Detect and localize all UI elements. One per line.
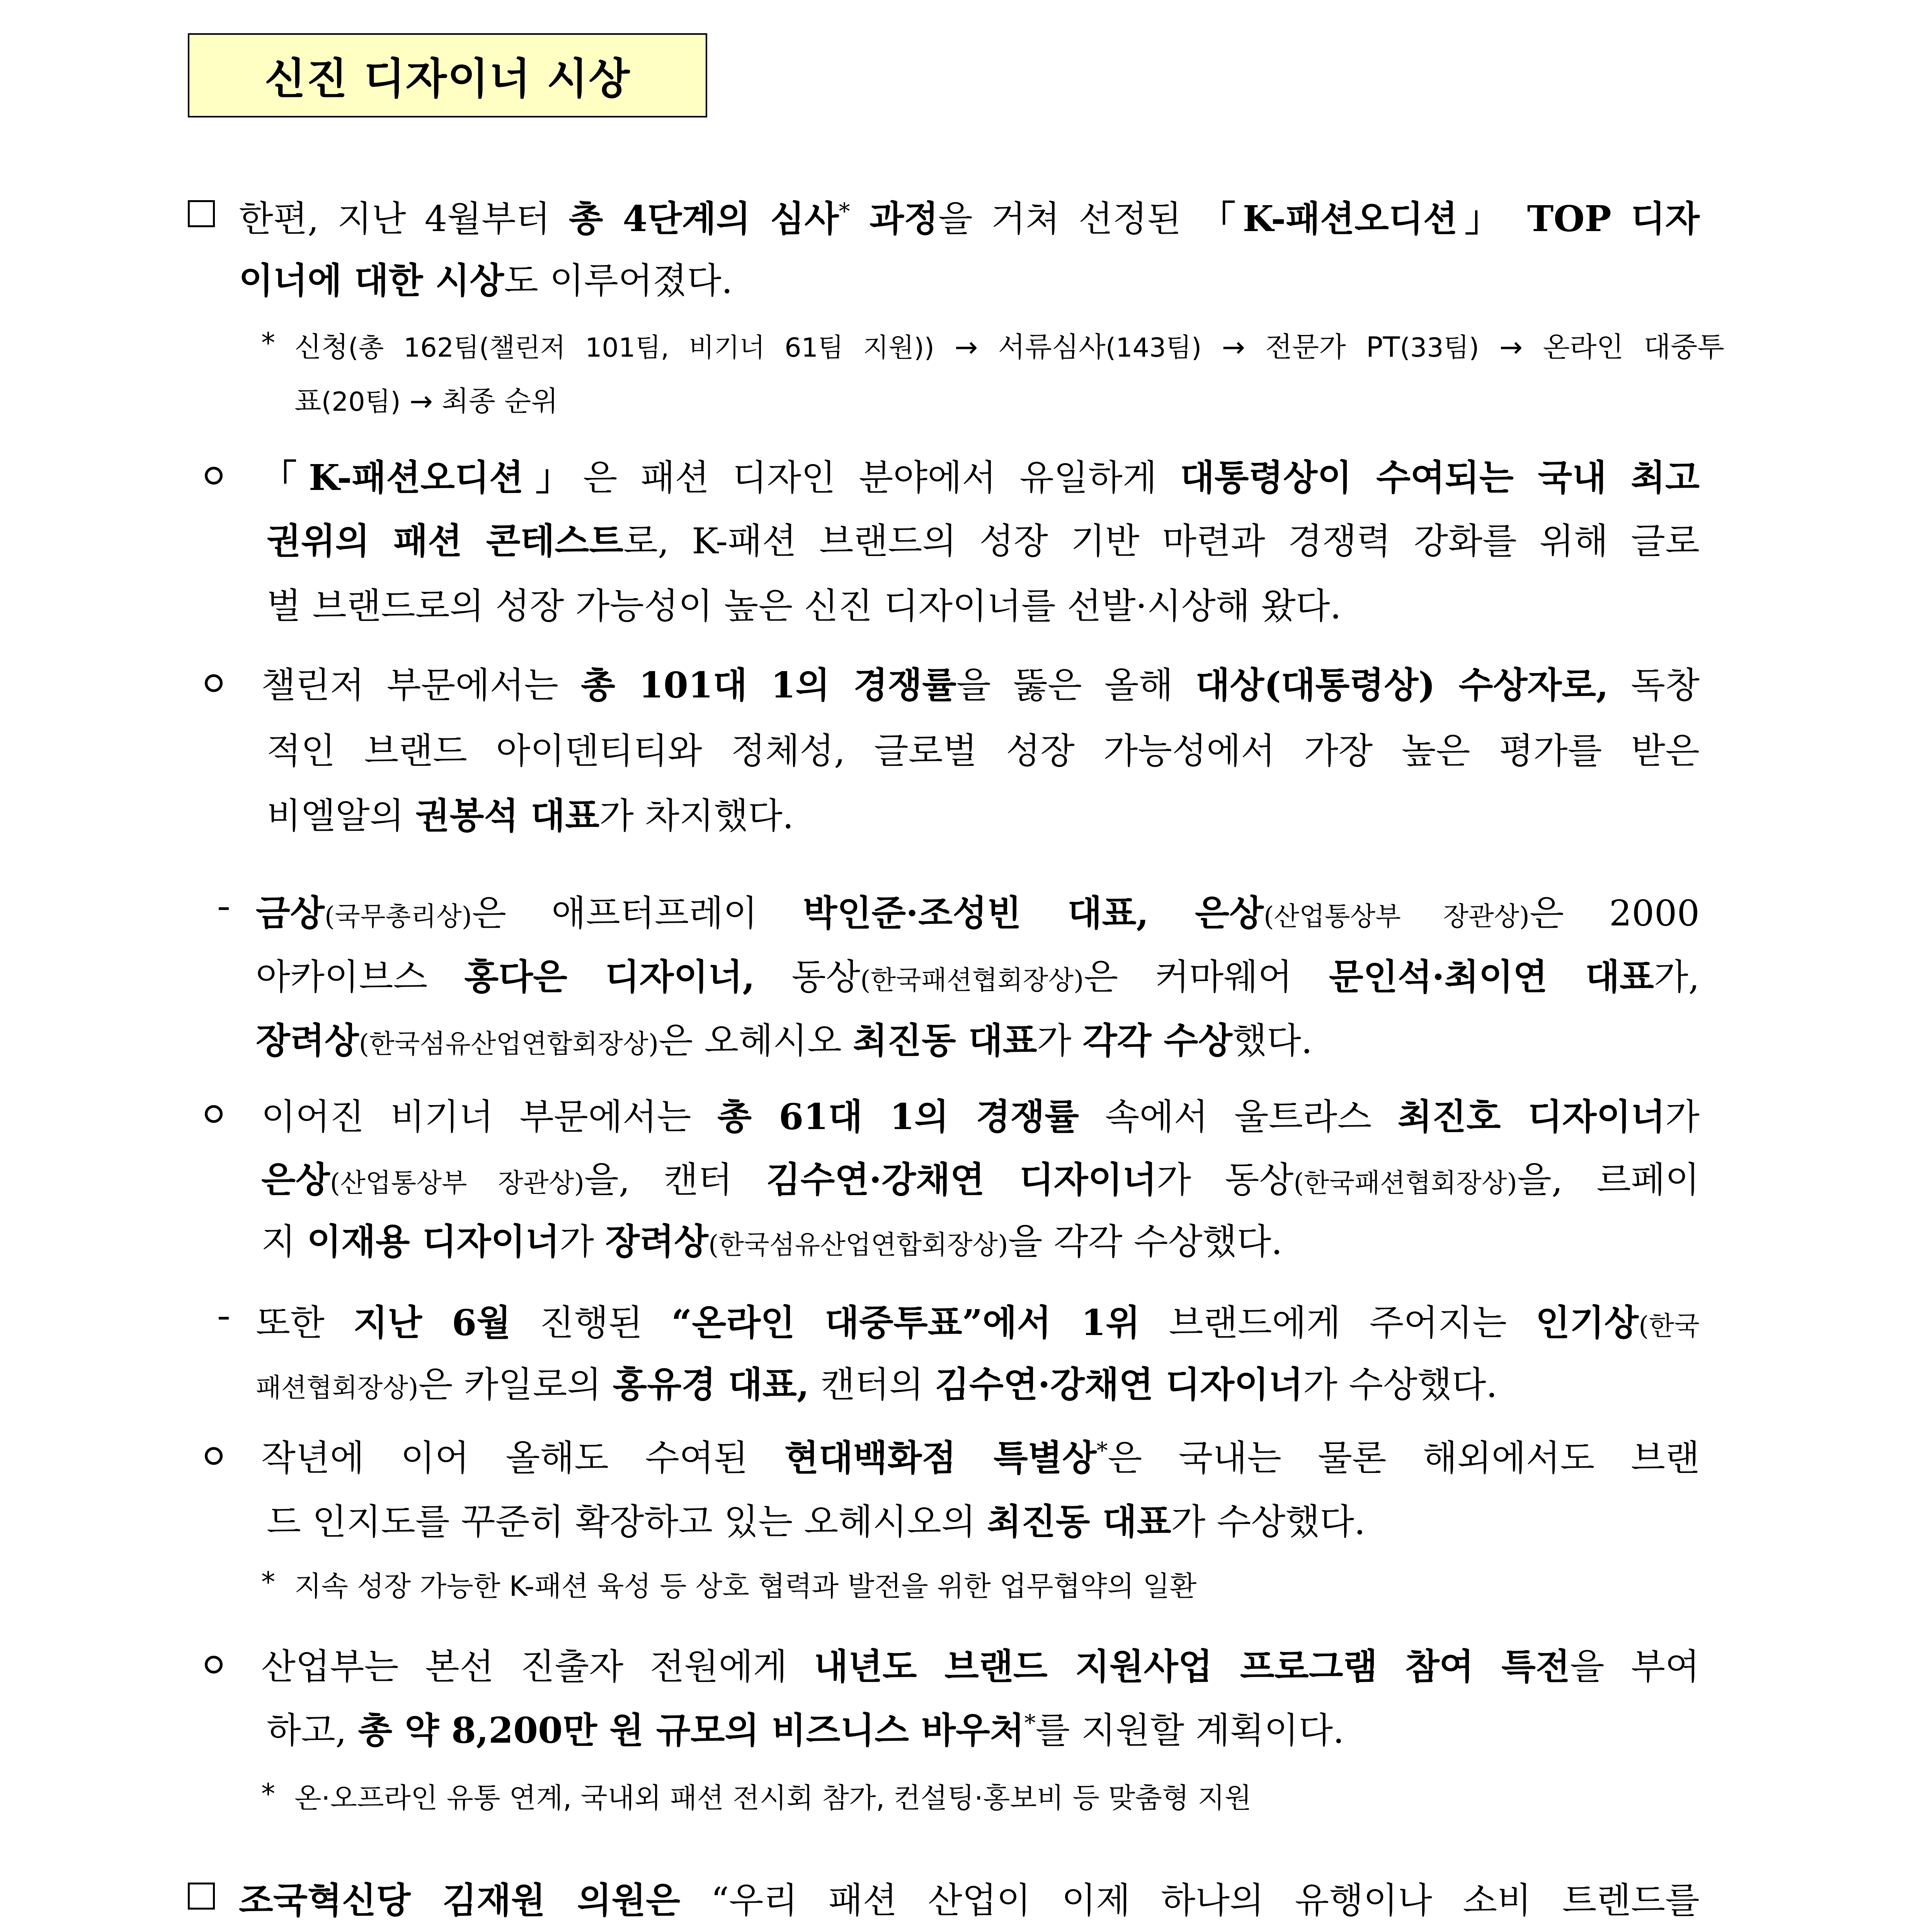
- text-run: 은 2000: [1529, 893, 1700, 934]
- bold-text-run: 장려상: [256, 1020, 359, 1061]
- bullet-3-line-1: [261, 1088, 1700, 1139]
- text-run: 은 패션 디자인 분야에서 유일하게: [583, 457, 1180, 498]
- text-run: 을 뚫은 올해: [956, 665, 1196, 706]
- text-run: 가 수상했다.: [1303, 1364, 1497, 1405]
- text-run: 은 오헤시오: [659, 1020, 853, 1061]
- bold-text-run: *: [839, 198, 850, 224]
- square-bullet-icon: [188, 200, 215, 227]
- text-run: 은 카일로의: [418, 1364, 613, 1405]
- small-text-run: (한국패션협회장상): [1293, 1168, 1517, 1199]
- text-run: → 온라인 대중투: [1479, 331, 1724, 363]
- bold-text-run: 총 약 8,200만 원 규모의 비즈니스 바우처: [358, 1709, 1024, 1751]
- bullet-2-line-3: [267, 787, 794, 838]
- bold-text-run: 김수연·강채연 디자이너: [935, 1364, 1303, 1405]
- text-run: 캔터의: [809, 1364, 935, 1405]
- text-run: 독창: [1608, 665, 1700, 706]
- small-text-run: (20팀): [321, 387, 401, 417]
- dash-1-line-1: [256, 885, 1700, 936]
- text-run: 을, 르페이: [1517, 1159, 1700, 1201]
- small-text-run: (한국섬유산업연합회장상): [708, 1230, 1008, 1260]
- text-run: 가,: [1654, 956, 1700, 998]
- text-run: 가: [1037, 1020, 1083, 1061]
- bold-text-run: 최진동 대표: [987, 1501, 1171, 1543]
- bold-text-run: 권위의 패션 콘테스트: [267, 520, 624, 562]
- text-run: 드 인지도를 꾸준히 확장하고 있는 오헤시오의: [267, 1501, 987, 1543]
- text-run: 을, 캔터: [584, 1159, 766, 1201]
- bold-text-run: *: [1096, 1437, 1108, 1464]
- dash-1-line-2: [256, 949, 1700, 1000]
- text-run: 로, K-패션 브랜드의 성장 기반 마련과 경쟁력 강화를 위해 글로: [623, 520, 1700, 562]
- bold-text-run: 각각 수상: [1082, 1020, 1233, 1061]
- section-title: 신진 디자이너 시상: [264, 54, 631, 104]
- bold-text-run: 이재용 디자이너: [307, 1221, 560, 1262]
- bold-text-run: 김수연·강채연 디자이너: [766, 1159, 1157, 1201]
- text-run: 진행된: [510, 1302, 672, 1344]
- bold-text-run: 장려상: [605, 1221, 709, 1262]
- text-run: → 전문가 PT: [1201, 331, 1400, 363]
- text-run: 적인 브랜드 아이덴티티와 정체성, 글로벌 성장 가능성에서 가장 높은 평가를 받은: [267, 730, 1700, 772]
- bold-text-run: 내년도 브랜드 지원사업 프로그램 참여 특전: [813, 1646, 1570, 1687]
- text-run: 을 거쳐 선정된: [938, 198, 1200, 240]
- bold-text-run: 「K-패션오디션」 TOP 디자: [1200, 198, 1700, 240]
- bold-text-run: 총 101대 1의 경쟁률: [581, 664, 956, 706]
- paragraph-1-line-2: [239, 252, 733, 303]
- text-run: 한편, 지난 4월부터: [239, 198, 569, 240]
- bold-text-run: 지난 6월: [353, 1302, 511, 1344]
- section-title-box: [188, 33, 707, 117]
- text-run: 을 부여: [1570, 1646, 1700, 1687]
- bold-text-run: 권봉석 대표: [415, 795, 600, 837]
- text-run: 표: [294, 385, 322, 417]
- bold-text-run: 문인석·최이연 대표: [1329, 956, 1654, 998]
- dash-2-line-1: [256, 1294, 1700, 1345]
- dash-bullet-icon: [219, 1317, 229, 1320]
- small-text-run: 패션협회장상): [256, 1373, 419, 1403]
- text-run: “우리 패션 산업이 이제 하나의 유행이나 소비 트렌드를: [680, 1880, 1700, 1921]
- text-run: 을 각각 수상했다.: [1008, 1221, 1283, 1262]
- circle-bullet-icon: [205, 467, 223, 485]
- small-text-run: (총 162팀(챌린저 101팀, 비기너 61팀 지원)): [348, 333, 934, 363]
- footnote-2: 지속 성장 가능한 K-패션 육성 등 상호 협력과 발전을 위한 업무협약의 일환: [294, 1570, 1197, 1602]
- text-run: 가: [1665, 1096, 1700, 1138]
- text-run: 가 동상: [1157, 1159, 1294, 1201]
- bullet-5-line-1: [261, 1638, 1700, 1689]
- dash-1-line-3: [256, 1012, 1312, 1063]
- text-run: → 서류심사: [934, 331, 1106, 363]
- text-run: 챌린저 부문에서는: [261, 665, 581, 706]
- bold-text-run: 인기상: [1535, 1302, 1639, 1344]
- text-run: 은 커마웨어: [1084, 956, 1329, 998]
- bullet-2-line-1: [261, 657, 1700, 708]
- bullet-4-line-2: [267, 1493, 1365, 1544]
- bullet-4-line-1: [261, 1430, 1700, 1481]
- small-text-run: (한국섬유산업연합회장상): [359, 1029, 659, 1060]
- footnote-3: 온·오프라인 유통 연계, 국내외 패션 전시회 참가, 컨설팅·홍보비 등 맞춤형 지원: [294, 1782, 1252, 1814]
- text-run: 벌 브랜드로의 성장 가능성이 높은 신진 디자이너를 선발·시상해 왔다.: [267, 585, 1341, 627]
- small-text-run: (산업통상부 장관상): [1263, 901, 1530, 932]
- text-run: 가: [560, 1221, 606, 1262]
- bold-text-run: 과정: [850, 198, 938, 240]
- small-text-run: (산업통상부 장관상): [330, 1168, 585, 1199]
- bold-text-run: *: [1024, 1709, 1036, 1736]
- bold-text-run: 최진호 디자이너: [1397, 1096, 1666, 1138]
- dash-bullet-icon: [219, 907, 229, 910]
- bullet-5-line-2: [267, 1702, 1344, 1753]
- text-run: 아카이브스: [256, 956, 465, 998]
- bold-text-run: 대통령상이 수여되는 국내 최고: [1180, 457, 1700, 498]
- text-run: 했다.: [1232, 1020, 1313, 1061]
- text-run: 동상: [755, 956, 861, 998]
- paragraph-1-line-1: [239, 190, 1700, 242]
- bullet-1-line-2: [267, 513, 1700, 564]
- circle-bullet-icon: [205, 1656, 223, 1673]
- footnote-asterisk: *: [261, 327, 275, 359]
- bold-text-run: 대상(대통령상) 수상자로,: [1195, 664, 1609, 706]
- text-run: 가 수상했다.: [1171, 1501, 1366, 1543]
- bold-text-run: 은상: [261, 1159, 330, 1201]
- footnote-asterisk: *: [261, 1566, 275, 1598]
- footnote-1-line-2: [294, 379, 558, 419]
- text-run: 은 애프터프레이: [472, 893, 803, 934]
- square-bullet-icon: [188, 1883, 215, 1910]
- bold-text-run: 현대백화점 특별상: [784, 1437, 1097, 1479]
- text-run: 속에서 울트라스: [1079, 1096, 1398, 1138]
- bold-text-run: 총 61대 1의 경쟁률: [717, 1096, 1079, 1138]
- text-run: 를 지원할 계획이다.: [1035, 1710, 1344, 1751]
- text-run: 브랜드에게 주어지는: [1140, 1302, 1536, 1344]
- bold-text-run: 금상: [256, 892, 325, 934]
- bullet-2-line-2: [267, 723, 1700, 774]
- text-run: 산업부는 본선 진출자 전원에게: [261, 1646, 814, 1687]
- small-text-run: (143팀): [1105, 333, 1202, 363]
- circle-bullet-icon: [205, 1105, 223, 1123]
- bullet-3-line-3: [261, 1213, 1283, 1264]
- circle-bullet-icon: [205, 674, 223, 692]
- text-run: 이어진 비기너 부문에서는: [261, 1096, 718, 1138]
- bold-text-run: 최진동 대표: [853, 1020, 1037, 1061]
- text-run: 작년에 이어 올해도 수여된: [261, 1437, 784, 1479]
- bold-text-run: 이너에 대한 시상: [239, 260, 504, 301]
- bold-text-run: “온라인 대중투표”에서 1위: [671, 1302, 1140, 1344]
- footnote-asterisk: *: [261, 1777, 275, 1810]
- bold-text-run: 홍유경 대표,: [613, 1364, 809, 1405]
- text-run: 지: [261, 1221, 307, 1262]
- text-run: 하고,: [267, 1710, 358, 1751]
- small-text-run: (국무총리상): [324, 901, 472, 932]
- small-text-run: (한국패션협회장상): [860, 965, 1084, 996]
- footnote-1-line-1: [294, 325, 1724, 365]
- text-run: 신청: [294, 331, 349, 363]
- small-text-run: (33팀): [1400, 333, 1479, 363]
- bold-text-run: 박인준·조성빈 대표, 은상: [803, 892, 1264, 934]
- circle-bullet-icon: [205, 1447, 223, 1465]
- bullet-1-line-3: [267, 578, 1341, 629]
- paragraph-2-line-1: [239, 1872, 1700, 1923]
- bullet-3-line-2: [261, 1151, 1700, 1202]
- bold-text-run: 홍다은 디자이너,: [464, 956, 755, 998]
- dash-2-line-2: [256, 1356, 1497, 1407]
- text-run: 비엘알의: [267, 795, 415, 837]
- bold-text-run: 총 4단계의 심사: [568, 198, 839, 240]
- text-run: 은 국내는 물론 해외에서도 브랜: [1108, 1437, 1700, 1479]
- text-run: 또한: [256, 1302, 354, 1344]
- text-run: 가 차지했다.: [599, 795, 794, 837]
- bullet-1-line-1: [261, 449, 1700, 500]
- small-text-run: (한국: [1639, 1311, 1700, 1342]
- bold-text-run: 조국혁신당 김재원 의원은: [239, 1879, 681, 1921]
- text-run: → 최종 순위: [400, 385, 558, 417]
- bold-text-run: 「K-패션오디션」: [261, 457, 583, 498]
- text-run: 도 이루어졌다.: [504, 260, 733, 301]
